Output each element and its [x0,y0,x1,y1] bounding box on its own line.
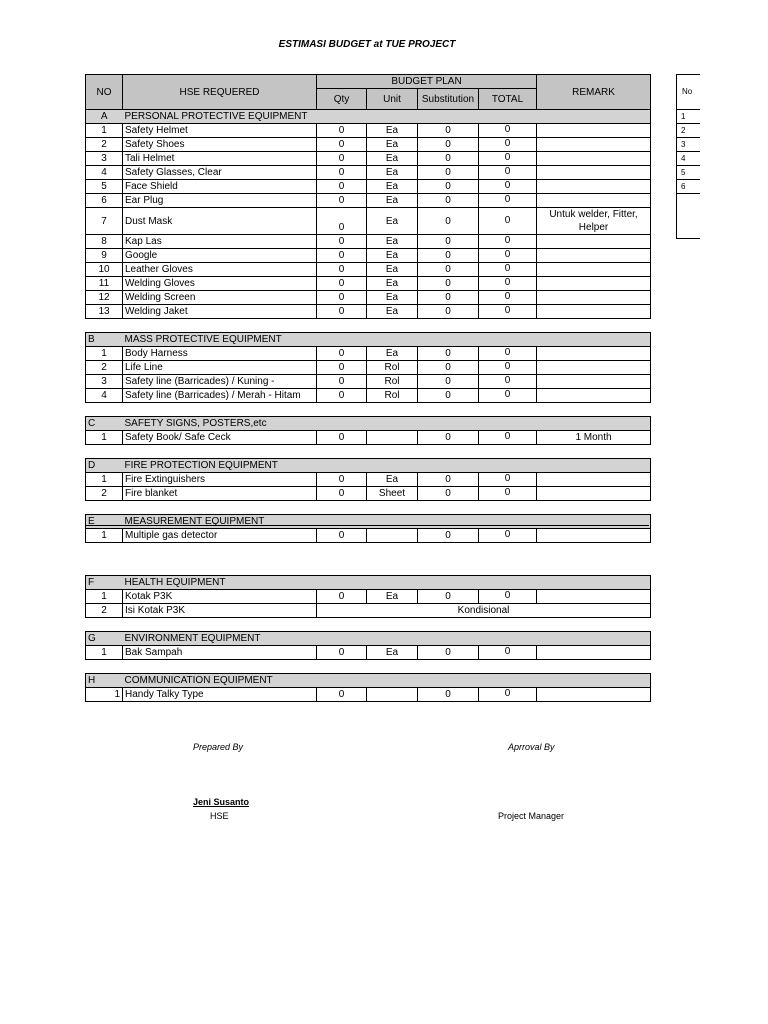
total-cell: 0 [479,389,537,403]
item-name: Safety line (Barricades) / Merah - Hitam [123,389,317,403]
row-number: 1 [86,646,123,660]
section-code: H [86,674,123,688]
unit-cell [367,529,418,543]
substitution-cell: 0 [418,152,479,166]
header-budget-plan: BUDGET PLAN [317,75,537,89]
side-empty-cell [677,194,701,239]
approver-role: Project Manager [498,811,565,821]
section-header-row [86,417,651,431]
header-remark: REMARK [537,75,651,110]
row-number: 3 [86,375,123,389]
section-code: G [86,632,123,646]
substitution-cell: 0 [418,305,479,319]
item-name: Handy Talky Type [123,688,317,702]
item-name: Multiple gas detector [123,529,317,543]
substitution-cell: 0 [418,529,479,543]
prepared-by-label: Prepared By [193,742,244,752]
section-code: C [86,417,123,431]
remark-cell [537,138,651,152]
row-number: 9 [86,249,123,263]
item-name: Leather Gloves [123,263,317,277]
unit-cell: Ea [367,166,418,180]
table-row [86,263,651,277]
table-row [86,347,651,361]
item-name: Safety Helmet [123,124,317,138]
row-number: 8 [86,235,123,249]
unit-cell: Ea [367,194,418,208]
remark-cell: Untuk welder, Fitter, Helper [537,208,651,235]
total-cell: 0 [479,347,537,361]
remark-cell [537,473,651,487]
qty-cell: 0 [317,361,367,375]
side-row-number: 6 [677,180,701,194]
item-name: Safety Book/ Safe Ceck [123,431,317,445]
unit-cell: Rol [367,375,418,389]
unit-cell: Ea [367,263,418,277]
side-row [677,180,701,194]
unit-cell: Ea [367,124,418,138]
section-gap [86,660,651,674]
unit-cell [367,688,418,702]
unit-cell: Ea [367,138,418,152]
section-name: SAFETY SIGNS, POSTERS,etc [123,417,651,431]
item-name: Safety line (Barricades) / Kuning - [123,375,317,389]
table-row [86,604,651,618]
item-name: Ear Plug [123,194,317,208]
section-gap [86,501,651,515]
substitution-cell: 0 [418,431,479,445]
row-number: 4 [86,166,123,180]
item-name: Welding Screen [123,291,317,305]
substitution-cell: 0 [418,194,479,208]
substitution-cell: 0 [418,389,479,403]
item-name: Bak Sampah [123,646,317,660]
section-header-row [86,333,651,347]
row-number: 3 [86,152,123,166]
substitution-cell: 0 [418,590,479,604]
table-row [86,487,651,501]
substitution-cell: 0 [418,249,479,263]
remark-cell [537,152,651,166]
section-gap [86,319,651,333]
table-row [86,208,651,235]
unit-cell: Ea [367,152,418,166]
side-row-number: 3 [677,138,701,152]
qty-cell: 0 [317,152,367,166]
unit-cell: Ea [367,305,418,319]
substitution-cell: 0 [418,180,479,194]
remark-cell [537,375,651,389]
total-cell: 0 [479,688,537,702]
section-header-row [86,632,651,646]
side-row [677,166,701,180]
section-name: COMMUNICATION EQUIPMENT [123,674,651,688]
section-header-row [86,110,651,124]
unit-cell: Ea [367,291,418,305]
qty-cell: 0 [317,291,367,305]
qty-cell: 0 [317,194,367,208]
table-row [86,646,651,660]
preparer-name: Jeni Susanto [193,797,250,807]
budget-table-main [85,74,651,543]
table-row [86,375,651,389]
table-row [86,473,651,487]
section-gap [86,403,651,417]
table-bottom-rule [85,525,649,526]
total-cell: 0 [479,194,537,208]
substitution-cell: 0 [418,487,479,501]
header-hse-required: HSE REQUERED [123,75,317,110]
item-name: Tali Helmet [123,152,317,166]
item-name: Welding Jaket [123,305,317,319]
substitution-cell: 0 [418,347,479,361]
qty-cell: 0 [317,124,367,138]
remark-cell [537,235,651,249]
row-number: 2 [86,361,123,375]
remark-cell [537,305,651,319]
remark-cell [537,277,651,291]
side-row [677,110,701,124]
qty-cell: 0 [317,208,367,235]
qty-cell: 0 [317,590,367,604]
total-cell: 0 [479,249,537,263]
section-header-row [86,459,651,473]
substitution-cell: 0 [418,263,479,277]
remark-cell [537,166,651,180]
item-name: Safety Glasses, Clear [123,166,317,180]
row-number: 1 [86,590,123,604]
unit-cell: Ea [367,590,418,604]
qty-cell: 0 [317,138,367,152]
substitution-cell: 0 [418,208,479,235]
table-row [86,305,651,319]
item-name: Safety Shoes [123,138,317,152]
section-gap [86,618,651,632]
remark-cell [537,291,651,305]
total-cell: 0 [479,166,537,180]
row-number: 4 [86,389,123,403]
qty-cell: 0 [317,375,367,389]
table-row [86,166,651,180]
substitution-cell: 0 [418,646,479,660]
item-name: Kap Las [123,235,317,249]
preparer-role: HSE [210,811,229,821]
qty-cell: 0 [317,305,367,319]
table-row [86,235,651,249]
row-number: 12 [86,291,123,305]
side-row-number: 4 [677,152,701,166]
header-total: TOTAL [479,89,537,110]
row-number: 1 [86,124,123,138]
budget-table-secondary [85,575,651,702]
total-cell: 0 [479,138,537,152]
table-row [86,291,651,305]
total-cell: 0 [479,152,537,166]
header-qty: Qty [317,89,367,110]
side-header-no: No [677,75,701,110]
qty-cell: 0 [317,473,367,487]
section-code: A [86,110,123,124]
unit-cell: Rol [367,361,418,375]
total-cell: 0 [479,291,537,305]
header-no: NO [86,75,123,110]
qty-cell: 0 [317,487,367,501]
section-code: D [86,459,123,473]
row-number: 6 [86,194,123,208]
remark-cell [537,249,651,263]
unit-cell: Ea [367,473,418,487]
item-name: Google [123,249,317,263]
row-number: 2 [86,604,123,618]
row-number: 2 [86,138,123,152]
remark-cell [537,529,651,543]
unit-cell [367,431,418,445]
row-number: 1 [86,431,123,445]
substitution-cell: 0 [418,277,479,291]
qty-cell: 0 [317,249,367,263]
section-code: F [86,576,123,590]
total-cell: 0 [479,375,537,389]
section-header-row [86,674,651,688]
qty-cell: 0 [317,389,367,403]
total-cell: 0 [479,235,537,249]
remark-cell [537,646,651,660]
unit-cell: Ea [367,249,418,263]
qty-cell: 0 [317,529,367,543]
item-name: Fire Extinguishers [123,473,317,487]
remark-cell [537,347,651,361]
remark-cell [537,590,651,604]
approval-by-label: Aprroval By [508,742,555,752]
substitution-cell: 0 [418,138,479,152]
total-cell: 0 [479,646,537,660]
remark-cell [537,688,651,702]
section-header-row [86,576,651,590]
qty-cell: 0 [317,431,367,445]
substitution-cell: 0 [418,124,479,138]
remark-cell [537,361,651,375]
table-row [86,361,651,375]
row-number: 13 [86,305,123,319]
row-number: 2 [86,487,123,501]
item-name: Welding Gloves [123,277,317,291]
item-name: Life Line [123,361,317,375]
qty-cell: 0 [317,646,367,660]
section-code: B [86,333,123,347]
row-number: 11 [86,277,123,291]
item-name: Face Shield [123,180,317,194]
remark-cell [537,124,651,138]
row-number: 5 [86,180,123,194]
substitution-cell: 0 [418,375,479,389]
item-name: Kotak P3K [123,590,317,604]
section-name: HEALTH EQUIPMENT [123,576,651,590]
document-title: ESTIMASI BUDGET at TUE PROJECT [278,39,456,50]
section-name: MASS PROTECTIVE EQUIPMENT [123,333,651,347]
total-cell: 0 [479,487,537,501]
section-name: MEASUREMENT EQUIPMENT [123,515,651,529]
section-gap [86,445,651,459]
side-row-number: 1 [677,110,701,124]
qty-cell: 0 [317,166,367,180]
remark-cell [537,263,651,277]
total-cell: 0 [479,180,537,194]
row-number: 1 [86,688,123,702]
total-cell: 0 [479,529,537,543]
unit-cell: Ea [367,347,418,361]
side-row-number: 2 [677,124,701,138]
substitution-cell: 0 [418,361,479,375]
table-row [86,194,651,208]
qty-cell: 0 [317,688,367,702]
qty-cell: 0 [317,347,367,361]
table-row [86,688,651,702]
unit-cell: Rol [367,389,418,403]
section-name: PERSONAL PROTECTIVE EQUIPMENT [123,110,651,124]
unit-cell: Ea [367,235,418,249]
total-cell: 0 [479,263,537,277]
total-cell: 0 [479,124,537,138]
substitution-cell: 0 [418,166,479,180]
section-name: ENVIRONMENT EQUIPMENT [123,632,651,646]
substitution-cell: 0 [418,235,479,249]
unit-cell: Ea [367,277,418,291]
header-substitution: Substitution [418,89,479,110]
remark-cell [537,180,651,194]
side-row [677,124,701,138]
total-cell: 0 [479,305,537,319]
row-number: 1 [86,347,123,361]
qty-cell: 0 [317,180,367,194]
side-row-number: 5 [677,166,701,180]
qty-cell: 0 [317,277,367,291]
substitution-cell: 0 [418,291,479,305]
table-row [86,249,651,263]
unit-cell: Ea [367,208,418,235]
table-row [86,124,651,138]
section-code: E [86,515,123,529]
row-number: 1 [86,473,123,487]
unit-cell: Ea [367,646,418,660]
table-row [86,431,651,445]
side-number-table [676,74,700,239]
total-cell: 0 [479,473,537,487]
remark-cell: 1 Month [537,431,651,445]
total-cell: 0 [479,590,537,604]
table-row [86,277,651,291]
header-unit: Unit [367,89,418,110]
total-cell: 0 [479,208,537,235]
table-row [86,590,651,604]
remark-cell [537,194,651,208]
row-number: 1 [86,529,123,543]
total-cell: 0 [479,361,537,375]
remark-cell [537,389,651,403]
qty-cell: 0 [317,235,367,249]
side-row [677,138,701,152]
substitution-cell: 0 [418,473,479,487]
substitution-cell: 0 [418,688,479,702]
section-header-row [86,515,651,529]
merged-value: Kondisional [317,604,651,618]
remark-cell [537,487,651,501]
item-name: Dust Mask [123,208,317,235]
total-cell: 0 [479,431,537,445]
unit-cell: Ea [367,180,418,194]
row-number: 10 [86,263,123,277]
section-name: FIRE PROTECTION EQUIPMENT [123,459,651,473]
unit-cell: Sheet [367,487,418,501]
qty-cell: 0 [317,263,367,277]
side-row [677,152,701,166]
table-row [86,389,651,403]
row-number: 7 [86,208,123,235]
table-row [86,529,651,543]
total-cell: 0 [479,277,537,291]
item-name: Body Harness [123,347,317,361]
table-row [86,138,651,152]
table-row [86,152,651,166]
item-name: Isi Kotak P3K [123,604,317,618]
table-row [86,180,651,194]
item-name: Fire blanket [123,487,317,501]
